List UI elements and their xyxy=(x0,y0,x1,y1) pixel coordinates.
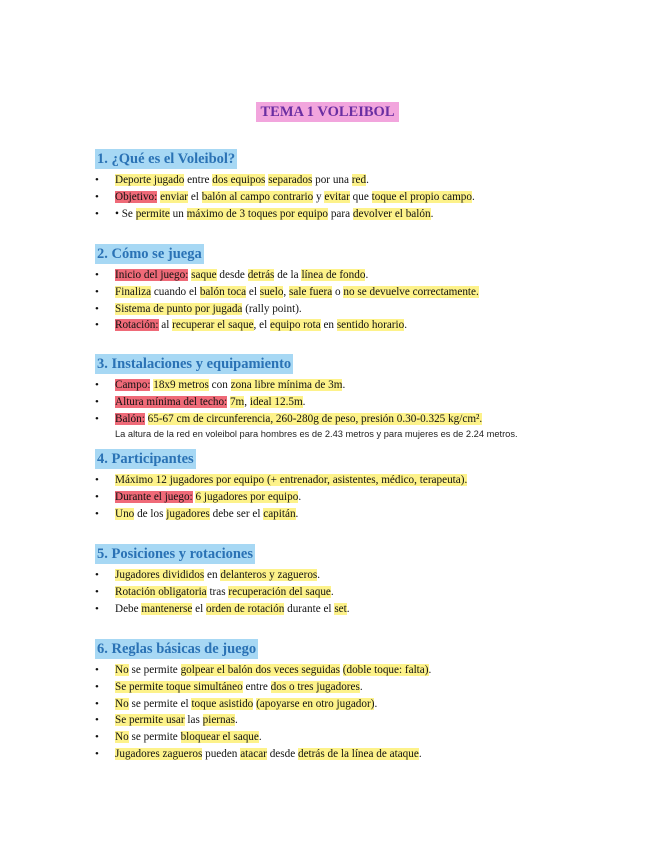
plain-text: . xyxy=(418,747,422,760)
yellow-highlight: línea de fondo xyxy=(301,269,366,281)
list-item xyxy=(95,584,615,601)
yellow-highlight: detrás de la línea de ataque xyxy=(297,747,419,760)
plain-text: se permite el xyxy=(128,697,192,710)
plain-text: , el xyxy=(253,319,271,332)
red-highlight: Balón: xyxy=(115,412,145,425)
yellow-highlight: zona libre mínima de 3m xyxy=(230,379,343,391)
yellow-highlight: no se devuelve correctamente. xyxy=(343,285,479,298)
section-como-se-juega xyxy=(95,244,615,334)
plain-text: las xyxy=(184,714,203,727)
section-participantes xyxy=(95,449,615,522)
plain-text: Debe xyxy=(115,602,142,615)
yellow-highlight: evitar xyxy=(324,190,350,203)
plain-text: . xyxy=(471,190,475,203)
plain-text: tras xyxy=(206,585,229,598)
plain-text: . xyxy=(258,731,262,744)
bullet-list xyxy=(95,567,615,617)
plain-text: . xyxy=(366,174,369,186)
yellow-highlight: capitán xyxy=(263,507,296,520)
yellow-highlight: jugadores xyxy=(166,507,210,520)
list-item xyxy=(95,172,615,189)
section-heading: 3. Instalaciones y equipamiento xyxy=(97,356,292,372)
yellow-highlight: bloquear el saque xyxy=(180,731,259,744)
yellow-highlight: recuperación del saque xyxy=(228,585,331,598)
red-highlight: Inicio del juego: xyxy=(115,269,189,281)
plain-text: pueden xyxy=(202,747,241,760)
yellow-highlight: (doble toque: falta) xyxy=(342,664,429,676)
section-heading: 4. Participantes xyxy=(97,451,194,467)
red-highlight: Objetivo: xyxy=(115,190,158,203)
yellow-highlight: delanteros y zagueros xyxy=(220,569,318,581)
yellow-highlight: detrás xyxy=(247,269,275,281)
yellow-highlight: sale fuera xyxy=(289,285,333,298)
yellow-highlight: Se permite toque simultáneo xyxy=(115,680,243,693)
plain-text: . xyxy=(330,585,334,598)
section-heading: 6. Reglas básicas de juego xyxy=(97,641,257,657)
yellow-highlight: Finaliza xyxy=(115,285,152,298)
yellow-highlight: Jugadores divididos xyxy=(115,569,205,581)
yellow-highlight: dos equipos xyxy=(212,174,266,186)
plain-text: debe ser el xyxy=(209,507,264,520)
list-item xyxy=(95,284,615,301)
red-highlight: Campo: xyxy=(115,379,151,391)
yellow-highlight: sentido horario xyxy=(336,319,405,332)
yellow-highlight: golpear el balón dos veces seguidas xyxy=(180,664,340,676)
section-reglas xyxy=(95,639,615,763)
yellow-highlight: saque xyxy=(191,269,217,281)
yellow-highlight: toque el propio campo xyxy=(371,190,472,203)
section-que-es xyxy=(95,149,615,222)
list-item xyxy=(95,317,615,334)
yellow-highlight: ideal 12.5m xyxy=(249,395,303,408)
yellow-highlight: Uno xyxy=(115,507,135,520)
red-highlight: Durante el juego: xyxy=(115,490,193,503)
plain-text: . xyxy=(317,569,321,581)
plain-text: • Se xyxy=(115,207,136,220)
yellow-highlight: jugado xyxy=(153,174,185,186)
yellow-highlight: equipo rota xyxy=(270,319,321,332)
yellow-highlight: No xyxy=(115,697,129,710)
bullet-list xyxy=(95,377,615,427)
list-item xyxy=(95,712,615,729)
yellow-highlight: piernas xyxy=(202,714,235,727)
plain-text: por una xyxy=(312,174,352,186)
section-heading: 2. Cómo se juega xyxy=(97,246,202,262)
yellow-highlight: mantenerse xyxy=(141,602,193,615)
bullet-list xyxy=(95,267,615,334)
yellow-highlight: máximo de 3 toques por equipo xyxy=(186,207,329,220)
list-item xyxy=(95,377,615,394)
plain-text: el xyxy=(246,285,260,298)
yellow-highlight: 6 jugadores por equipo xyxy=(195,490,299,503)
list-item xyxy=(95,662,615,679)
document-title: TEMA 1 VOLEIBOL xyxy=(256,102,398,122)
plain-text: . xyxy=(428,664,432,676)
plain-text: , xyxy=(283,285,290,298)
list-item xyxy=(95,567,615,584)
list-item xyxy=(95,746,615,763)
yellow-highlight: Máximo 12 jugadores por equipo (+ entrenador, asistentes, médico, terapeuta). xyxy=(115,474,468,486)
plain-text: de la xyxy=(274,269,302,281)
red-highlight: Altura mínima del techo: xyxy=(115,395,228,408)
plain-text: o xyxy=(332,285,344,298)
section-posiciones xyxy=(95,544,615,617)
yellow-highlight: 18x9 metros xyxy=(153,379,209,391)
yellow-highlight: set xyxy=(334,602,347,615)
plain-text: (rally point). xyxy=(242,302,302,315)
yellow-highlight: (apoyarse en otro jugador) xyxy=(256,697,375,710)
plain-text: desde xyxy=(216,269,248,281)
plain-text: . xyxy=(374,697,378,710)
list-item xyxy=(95,267,615,284)
yellow-highlight: enviar xyxy=(160,190,189,203)
yellow-highlight: balón toca xyxy=(199,285,247,298)
plain-text: y xyxy=(313,190,325,203)
yellow-highlight: No xyxy=(115,731,129,744)
plain-text: para xyxy=(328,207,353,220)
list-item xyxy=(95,206,615,223)
red-highlight: Rotación: xyxy=(115,319,159,332)
section-heading: 1. ¿Qué es el Voleibol? xyxy=(97,151,236,167)
bullet-list xyxy=(95,472,615,522)
plain-text: que xyxy=(349,190,372,203)
yellow-highlight: permite xyxy=(135,207,170,220)
yellow-highlight: suelo xyxy=(259,285,284,298)
yellow-highlight: toque asistido xyxy=(191,697,254,710)
list-item xyxy=(95,301,615,318)
plain-text: . xyxy=(359,680,363,693)
yellow-highlight: Se permite usar xyxy=(115,714,185,727)
plain-text: . xyxy=(430,207,434,220)
list-item xyxy=(95,411,615,428)
plain-text: de los xyxy=(134,507,167,520)
plain-text: al xyxy=(158,319,173,332)
list-item xyxy=(95,489,615,506)
plain-text: . xyxy=(298,490,302,503)
plain-text: . xyxy=(342,379,346,391)
plain-text: un xyxy=(169,207,187,220)
plain-text: cuando el xyxy=(151,285,200,298)
plain-text: . xyxy=(234,714,238,727)
yellow-highlight: devolver el balón xyxy=(352,207,431,220)
plain-text: se permite xyxy=(128,664,181,676)
list-item xyxy=(95,189,615,206)
plain-text: el xyxy=(192,602,207,615)
yellow-highlight: dos o tres jugadores xyxy=(270,680,360,693)
yellow-highlight: 65-67 cm de circunferencia, 260-280g de peso, presión 0.30-0.325 kg/cm². xyxy=(147,412,483,425)
yellow-highlight: orden de rotación xyxy=(206,602,285,615)
plain-text: durante el xyxy=(284,602,335,615)
plain-text: se permite xyxy=(128,731,181,744)
plain-text: . xyxy=(365,269,369,281)
section-instalaciones xyxy=(95,354,615,441)
plain-text: el xyxy=(188,190,202,203)
yellow-highlight: balón al campo contrario xyxy=(201,190,314,203)
plain-text: entre xyxy=(242,680,271,693)
yellow-highlight: red xyxy=(351,174,367,186)
plain-text: . xyxy=(404,319,408,332)
yellow-highlight: 7m xyxy=(229,395,245,408)
plain-text: , xyxy=(244,395,250,408)
yellow-highlight: Deporte xyxy=(115,174,154,186)
bullet-list xyxy=(95,662,615,763)
plain-text: desde xyxy=(266,747,298,760)
section-heading: 5. Posiciones y rotaciones xyxy=(97,546,253,562)
list-item xyxy=(95,506,615,523)
plain-text: con xyxy=(208,379,231,391)
plain-text: . xyxy=(302,395,306,408)
yellow-highlight: separados xyxy=(268,174,313,186)
list-item xyxy=(95,601,615,618)
list-item xyxy=(95,394,615,411)
net-height-note: La altura de la red en voleibol para hombres es de 2.43 metros y para mujeres es de 2.24 metros. xyxy=(115,429,518,440)
yellow-highlight: atacar xyxy=(240,747,267,760)
plain-text: . xyxy=(295,507,299,520)
list-item xyxy=(95,472,615,489)
yellow-highlight: Sistema de punto por jugada xyxy=(115,302,243,315)
yellow-highlight: Rotación obligatoria xyxy=(115,585,207,598)
plain-text: en xyxy=(320,319,337,332)
plain-text: entre xyxy=(184,174,213,186)
list-item xyxy=(95,679,615,696)
plain-text: en xyxy=(204,569,221,581)
plain-text: . xyxy=(346,602,350,615)
yellow-highlight: Jugadores zagueros xyxy=(115,747,203,760)
list-item xyxy=(95,696,615,713)
document-title-block xyxy=(0,103,655,121)
list-item xyxy=(95,729,615,746)
yellow-highlight: No xyxy=(115,664,129,676)
bullet-list xyxy=(95,172,615,222)
yellow-highlight: recuperar el saque xyxy=(172,319,254,332)
